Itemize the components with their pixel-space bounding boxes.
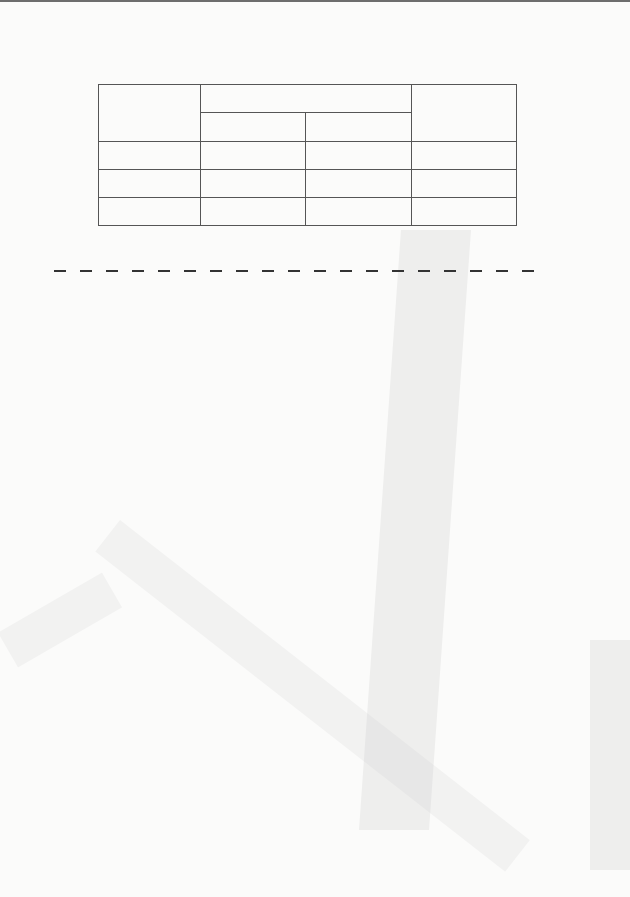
cell [411, 170, 516, 198]
cell [411, 198, 516, 226]
header-total [411, 85, 516, 142]
header-gender [99, 85, 201, 142]
watermark-stroke [590, 640, 630, 870]
header-infrequent [201, 113, 306, 142]
watermark-stroke [95, 520, 529, 872]
cell [411, 142, 516, 170]
table-row [99, 198, 517, 226]
cell [306, 170, 411, 198]
table-row [99, 142, 517, 170]
row-label [99, 170, 201, 198]
contingency-table [98, 84, 517, 226]
table-row [99, 170, 517, 198]
cell [201, 170, 306, 198]
dashed-divider [54, 270, 544, 272]
header-exercise [201, 85, 412, 113]
header-frequent [306, 113, 411, 142]
row-label [99, 142, 201, 170]
row-label [99, 198, 201, 226]
section-heading [54, 303, 70, 321]
watermark-stroke [359, 230, 471, 830]
watermark-stroke [0, 573, 122, 668]
page-top-edge [0, 0, 630, 2]
cell [201, 142, 306, 170]
cell [306, 142, 411, 170]
cell [201, 198, 306, 226]
cell [306, 198, 411, 226]
